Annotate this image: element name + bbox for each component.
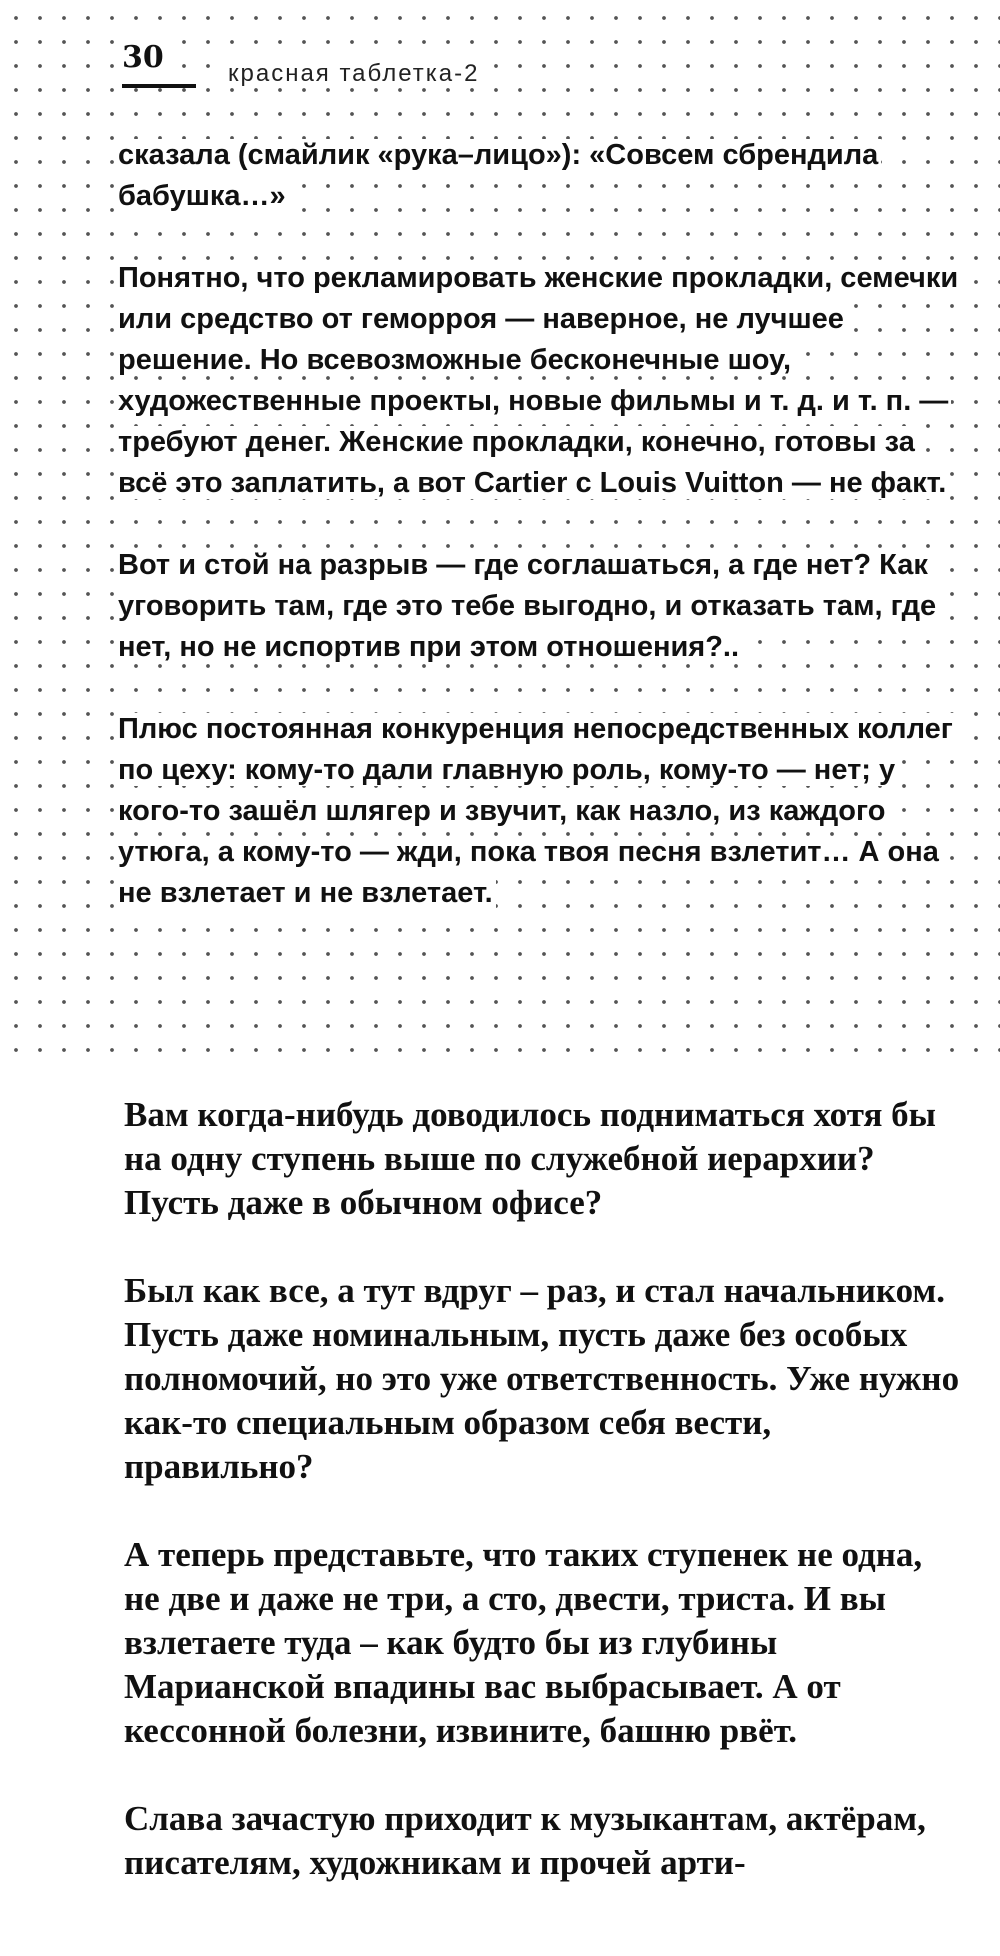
boxed-paragraph-text: Понятно, что рекламировать женские прокладки, семечки или средство от геморроя — наверное, не лучшее решение. Но всевозможные бесконечные шоу, художественные проекты, новые фильмы и т. д. и т. п. — требуют денег. Женские прокладки, конечно, готовы за всё это заплатить, а вот Cartier с Louis Vuitton — не факт. — [115, 262, 961, 499]
boxed-paragraph-text: Плюс постоянная конкуренция непосредственных коллег по цеху: кому-то дали главную роль, кому-то — нет; у кого-то зашёл шлягер и звучит, как назло, из каждого утюга, а кому-то — жди, пока твоя песня взлетит… А она не взлетает и не взлетает. — [115, 713, 956, 909]
main-text — [124, 1093, 964, 1929]
page-number-rule — [122, 84, 196, 88]
boxed-paragraph — [115, 709, 965, 914]
main-paragraph: Слава зачастую приходит к музыкантам, актёрам, писателям, художникам и прочей арти- — [124, 1799, 926, 1882]
boxed-paragraph — [115, 545, 965, 668]
boxed-paragraph — [115, 135, 965, 217]
boxed-section — [115, 135, 965, 955]
running-title: красная таблетка-2 — [224, 60, 483, 88]
boxed-paragraph — [115, 258, 965, 504]
boxed-paragraph-text: сказала (смайлик «рука–лицо»): «Совсем сбрендила бабушка…» — [115, 139, 881, 212]
main-paragraph: А теперь представьте, что таких ступенек не одна, не две и даже не три, а сто, двести, триста. И вы взлетаете туда – как будто бы из глубины Марианской впадины вас выбрасывает. А от кессонной болезни, извините, башню рвёт. — [124, 1535, 923, 1750]
page-number: 30 — [122, 40, 164, 75]
main-paragraph: Был как все, а тут вдруг – раз, и стал начальником. Пусть даже номинальным, пусть даже без особых полномочий, но это уже ответственность. Уже нужно как-то специальным образом себя вести, правильно? — [124, 1271, 960, 1486]
main-paragraph: Вам когда-нибудь доводилось подниматься хотя бы на одну ступень выше по служебной иерархии? Пусть даже в обычном офисе? — [124, 1095, 936, 1222]
boxed-paragraph-text: Вот и стой на разрыв — где соглашаться, а где нет? Как уговорить там, где это тебе выгодно, и отказать там, где нет, но не испортив при этом отношения?.. — [115, 549, 939, 663]
